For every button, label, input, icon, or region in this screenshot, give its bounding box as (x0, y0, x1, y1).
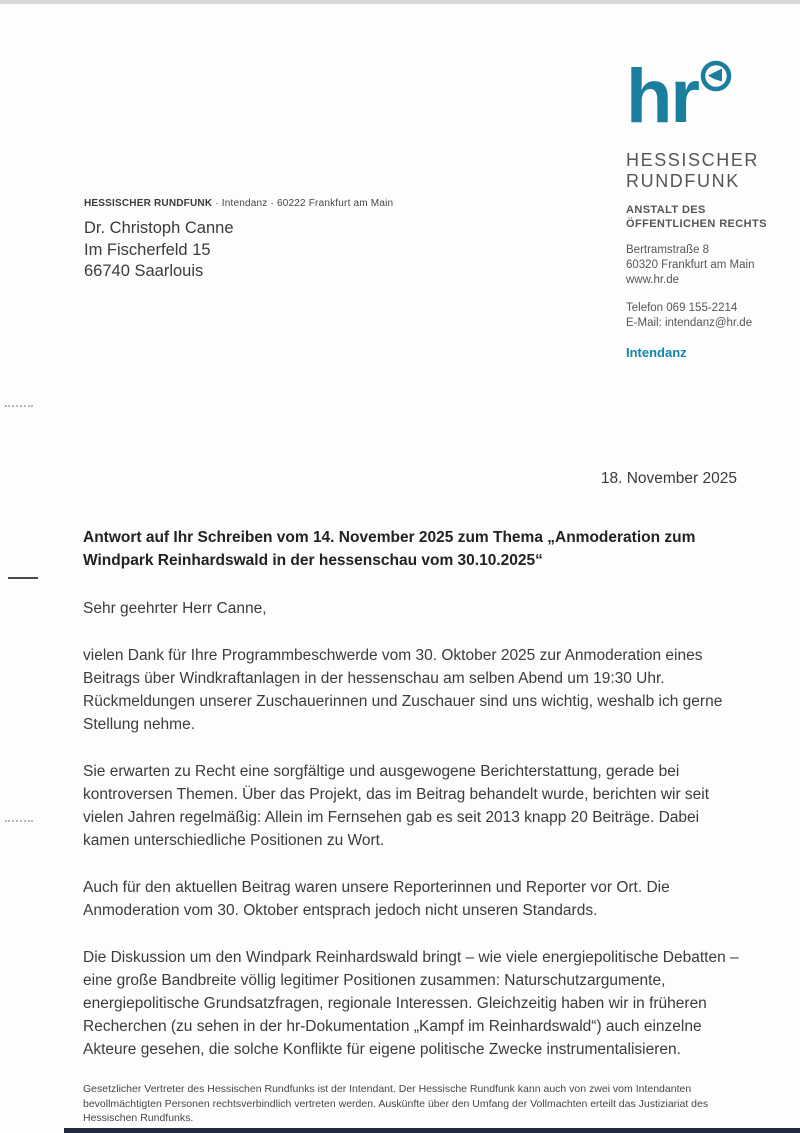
letter-body (83, 526, 741, 1085)
wordmark-line1: HESSISCHER (626, 150, 760, 170)
wordmark (626, 150, 786, 192)
date: 18. November 2025 (600, 470, 737, 487)
phone-line: Telefon 069 155-2214 (626, 302, 738, 314)
org-type (626, 203, 786, 231)
recipient-city: 66740 Saarlouis (84, 262, 204, 280)
paragraph-3: Auch für den aktuellen Beitrag waren unsere Reporterinnen und Reporter vor Ort. Die Anmoderation vom 30. Oktober entsprach jedoch nicht unseren Standards. (83, 879, 670, 919)
fold-mark-middle (8, 577, 38, 579)
recipient-name: Dr. Christoph Canne (84, 219, 234, 237)
department-label: Intendanz (626, 345, 687, 360)
address-city: 60320 Frankfurt am Main (626, 259, 755, 271)
return-address-rest: · Intendanz · 60222 Frankfurt am Main (212, 198, 394, 209)
org-type-line2: ÖFFENTLICHEN RECHTS (626, 218, 767, 230)
recipient-street: Im Fischerfeld 15 (84, 240, 211, 259)
letterhead-address (626, 243, 786, 288)
paragraph-2: Sie erwarten zu Recht eine sorgfältige und ausgewogene Berichterstattung, gerade bei kontroversen Themen. Über das Projekt, das im Beitrag behandelt wurde, berichten wir seit vielen Jahren regelmäßig: Allein im Fernsehen gab es seit 2013 knapp 20 Beiträge. Dabei kamen unterschiedliche Positionen zu Wort. (83, 763, 710, 849)
wordmark-line2: RUNDFUNK (626, 171, 740, 191)
return-address-line (84, 198, 393, 209)
fold-mark-bottom (5, 820, 33, 822)
recipient-address (84, 218, 234, 283)
letterhead-contact (626, 301, 786, 331)
return-address-org: HESSISCHER RUNDFUNK (84, 198, 213, 209)
hr-logo-text: hr (626, 54, 698, 139)
page-bottom-bar (64, 1128, 800, 1133)
salutation: Sehr geehrter Herr Canne, (83, 600, 267, 617)
paragraph-1: vielen Dank für Ihre Programmbeschwerde vom 30. Oktober 2025 zur Anmoderation eines Beitrags über Windkraftanlagen in der hessenschau am selben Abend um 19:30 Uhr. Rückmeldungen unserer Zuschauerinnen und Zuschauer sind uns wichtig, weshalb ich gerne Stellung nehme. (83, 647, 723, 733)
hr-logo (626, 52, 786, 148)
legal-footer: Gesetzlicher Vertreter des Hessischen Rundfunks ist der Intendant. Der Hessische Rundfunk kann auch von zwei vom Intendanten bevollmächtigten Personen rechtsverbindlich vertreten werden. Auskünfte über den Umfang der Vollmachten erteilt das Justiziariat des Hessischen Rundfunks. (83, 1083, 709, 1124)
hr-letterhead (626, 52, 786, 360)
org-type-line1: ANSTALT DES (626, 204, 706, 216)
page-top-edge (0, 0, 800, 4)
subject-line: Antwort auf Ihr Schreiben vom 14. November 2025 zum Thema „Anmoderation zum Windpark Reinhardswald in der hessenschau vom 30.10.2025“ (83, 529, 696, 569)
fold-mark-top (5, 405, 33, 407)
paragraph-4: Die Diskussion um den Windpark Reinhardswald bringt – wie viele energiepolitische Debatten – eine große Bandbreite völlig legitimer Positionen zusammen: Naturschutzargumente, energiepolitische Grundsatzfragen, regionale Interessen. Gleichzeitig haben wir in früheren Recherchen (zu sehen in der hr-Dokumentation „Kampf im Reinhardswald“) auch einzelne Akteure gesehen, die solche Konflikte für eigene politische Zwecke instrumentalisieren. (83, 949, 739, 1058)
email-line: E-Mail: intendanz@hr.de (626, 317, 753, 329)
address-website: www.hr.de (626, 274, 680, 286)
address-street: Bertramstraße 8 (626, 244, 710, 256)
ard-ring-pennant-icon (700, 60, 732, 92)
